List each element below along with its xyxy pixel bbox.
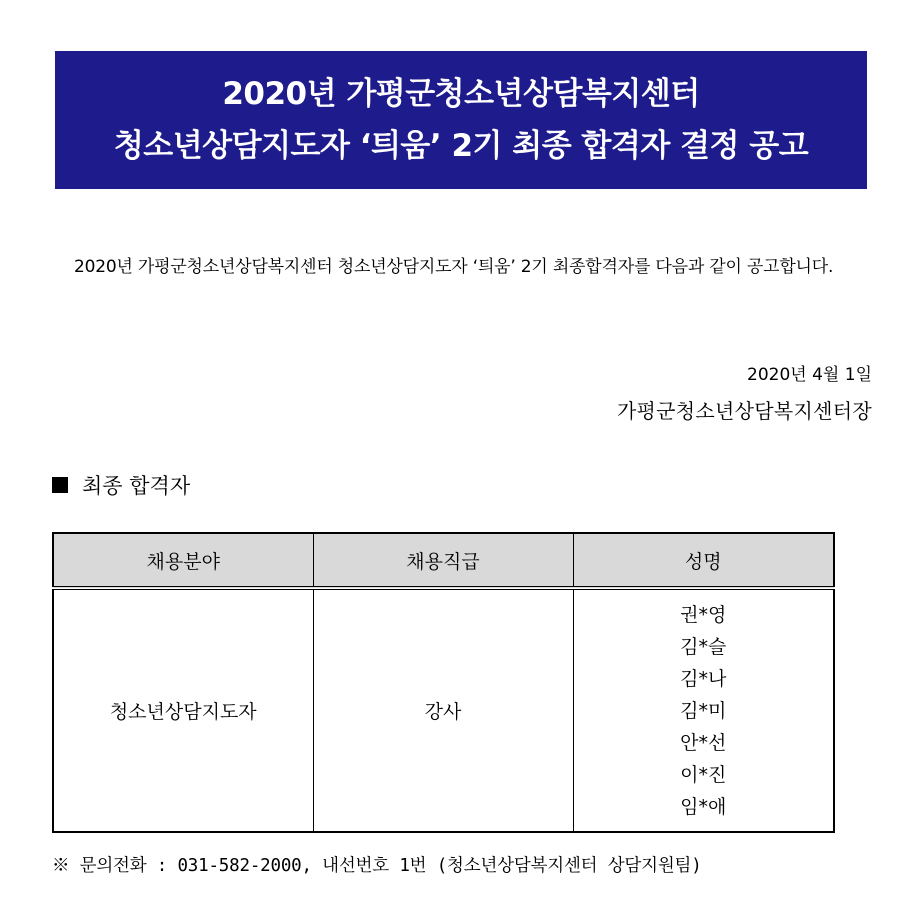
header-name: 성명 — [573, 533, 834, 588]
intro-paragraph: 2020년 가평군청소년상담복지센터 청소년상담지도자 ‘틔움’ 2기 최종합격자를 다음과 같이 공고합니다. — [74, 257, 834, 277]
section-heading-label: 최종 합격자 — [82, 474, 191, 498]
title-line-1: 2020년 가평군청소년상담복지센터 — [222, 76, 700, 112]
cell-names — [573, 588, 834, 832]
header-field: 채용분야 — [53, 533, 313, 588]
title-line-2: 청소년상담지도자 ‘틔움’ 2기 최종 합격자 결정 공고 — [113, 128, 809, 164]
names-list — [574, 599, 834, 823]
announcement-title-banner — [55, 51, 867, 189]
list-item: 김*미 — [680, 699, 727, 722]
black-square-icon — [52, 477, 68, 493]
announcement-signer: 가평군청소년상담복지센터장 — [616, 399, 872, 423]
table-header-row — [53, 533, 834, 588]
results-table — [52, 532, 835, 833]
list-item: 김*슬 — [680, 635, 727, 658]
announcement-date: 2020년 4월 1일 — [747, 365, 872, 385]
header-rank: 채용직급 — [313, 533, 573, 588]
table-row — [53, 588, 834, 832]
cell-rank: 강사 — [313, 588, 573, 832]
contact-note: ※ 문의전화 : 031-582-2000, 내선번호 1번 (청소년상담복지센터 상담지원팀) — [52, 856, 702, 876]
list-item: 안*선 — [680, 731, 727, 754]
list-item: 김*나 — [680, 667, 727, 690]
cell-field: 청소년상담지도자 — [109, 701, 257, 723]
list-item: 이*진 — [680, 763, 727, 786]
list-item: 권*영 — [680, 603, 727, 626]
list-item: 임*애 — [680, 795, 727, 818]
section-heading — [52, 470, 190, 500]
